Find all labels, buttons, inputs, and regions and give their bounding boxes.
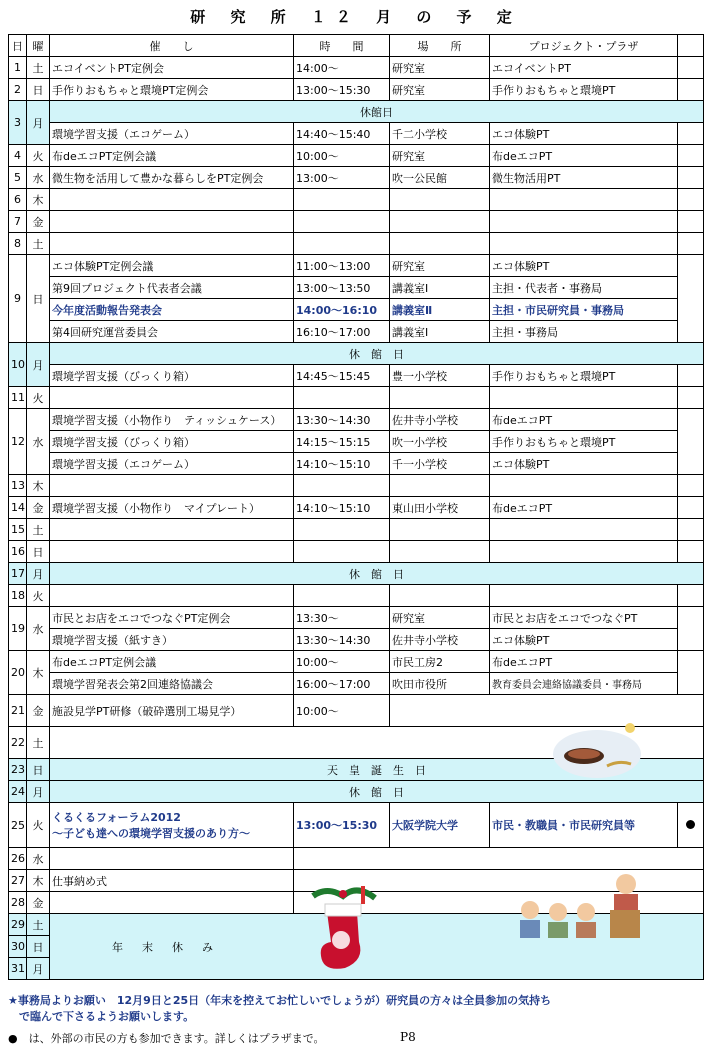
extra-cell [678,409,704,475]
project-cell: 市民・教職員・市民研究員等 [490,803,678,848]
table-row [9,79,704,101]
place-cell: 大阪学院大学 [390,803,490,848]
project-cell: 手作りおもちゃと環境PT [490,431,678,453]
extra-cell [678,607,704,651]
extra-cell [678,79,704,101]
event-cell [50,585,294,607]
day-cell: 25 [9,803,27,848]
day-cell: 11 [9,387,27,409]
time-cell: 14:00～ [294,57,390,79]
dow-cell: 火 [27,387,50,409]
day-cell: 10 [9,343,27,387]
holiday-cell: 休 館 日 [50,343,704,365]
event-cell: 環境学習支援（小物作り マイプレート） [50,497,294,519]
day-cell: 3 [9,101,27,145]
dow-cell: 火 [27,585,50,607]
table-row [9,409,704,431]
extra-cell [678,585,704,607]
event-cell: 環境学習支援（エコゲーム） [50,123,294,145]
schedule-table [8,34,704,980]
day-cell: 6 [9,189,27,211]
time-cell: 13:30～14:30 [294,409,390,431]
place-cell [390,189,490,211]
event-cell: 仕事納め式 [50,870,294,892]
event-cell: 微生物を活用して豊かな暮らしをPT定例会 [50,167,294,189]
public-open-marker [678,803,704,848]
time-cell: 13:00～15:30 [294,803,390,848]
table-row [9,497,704,519]
time-cell: 13:30～14:30 [294,629,390,651]
table-row [9,563,704,585]
time-cell: 14:40～15:40 [294,123,390,145]
art-cell [390,695,704,727]
table-row [9,365,704,387]
day-cell: 30 [9,936,27,958]
extra-cell [678,365,704,387]
event-cell [50,387,294,409]
project-cell [490,475,678,497]
time-cell: 13:30～ [294,607,390,629]
dow-cell: 水 [27,409,50,475]
event-cell: 環境学習支援（びっくり箱） [50,365,294,387]
day-cell: 29 [9,914,27,936]
extra-cell [678,233,704,255]
page-number: P8 [400,1030,416,1044]
place-cell: 市民工房2 [390,651,490,673]
table-row [9,343,704,365]
holiday-cell: 休 館 日 [50,563,704,585]
project-cell: 主担・代表者・事務局 [490,277,678,299]
table-row [9,453,704,475]
dow-cell: 月 [27,343,50,387]
table-row [9,803,704,848]
project-cell: エコ体験PT [490,629,678,651]
dow-cell: 土 [27,57,50,79]
place-cell: 千二小学校 [390,123,490,145]
table-row [9,387,704,409]
place-cell: 講義室Ⅰ [390,277,490,299]
time-cell: 13:00～15:30 [294,79,390,101]
place-cell: 吹一小学校 [390,431,490,453]
project-cell [490,387,678,409]
event-cell [50,519,294,541]
extra-cell [678,255,704,343]
place-cell [390,387,490,409]
meeting-people-illustration [510,870,646,940]
time-cell: 10:00～ [294,145,390,167]
table-row [9,541,704,563]
place-cell [390,233,490,255]
project-cell: エコ体験PT [490,123,678,145]
time-cell: 14:00～16:10 [294,299,390,321]
event-cell: 今年度活動報告発表会 [50,299,294,321]
dow-cell: 木 [27,651,50,695]
table-row [9,189,704,211]
event-cell [50,475,294,497]
dow-cell: 月 [27,958,50,980]
office-request-line1: ★事務局よりお願い 12月9日と25日（年末を控えてお忙しいでしょうが）研究員の方々は全員参加の気持ち [8,994,552,1007]
dow-cell: 日 [27,255,50,343]
dow-cell: 金 [27,892,50,914]
place-cell: 研究室 [390,607,490,629]
year-end-label: 年 末 休 み [112,940,217,954]
place-cell: 吹田市役所 [390,673,490,695]
time-cell: 10:00～ [294,651,390,673]
place-cell: 研究室 [390,255,490,277]
extra-cell [678,475,704,497]
table-row [9,101,704,123]
holiday-cell: 休館日 [50,101,704,123]
dow-cell: 水 [27,607,50,651]
place-cell: 豊一小学校 [390,365,490,387]
extra-cell [678,651,704,695]
time-cell: 14:15～15:15 [294,431,390,453]
project-cell: 布deエコPT [490,497,678,519]
place-cell: 研究室 [390,145,490,167]
project-cell: 微生物活用PT [490,167,678,189]
table-row [9,475,704,497]
day-cell: 31 [9,958,27,980]
place-cell: 研究室 [390,79,490,101]
header-event: 催 し [50,35,294,57]
event-cell: 施設見学PT研修（破砕選別工場見学） [50,695,294,727]
project-cell [490,519,678,541]
extra-cell [678,57,704,79]
time-cell [294,475,390,497]
table-row [9,57,704,79]
place-cell: 講義室Ⅰ [390,321,490,343]
time-cell: 13:00～13:50 [294,277,390,299]
project-cell: エコ体験PT [490,255,678,277]
project-cell: 手作りおもちゃと環境PT [490,365,678,387]
header-extra [678,35,704,57]
holiday-cell: 休 館 日 [50,781,704,803]
day-cell: 26 [9,848,27,870]
dow-cell: 木 [27,189,50,211]
event-cell: 布deエコPT定例会議 [50,651,294,673]
event-cell: 第4回研究運営委員会 [50,321,294,343]
project-cell [490,189,678,211]
day-cell: 2 [9,79,27,101]
table-row [9,607,704,629]
winter-soup-illustration [552,718,642,780]
dow-cell: 金 [27,497,50,519]
day-cell: 22 [9,727,27,759]
table-row [9,233,704,255]
project-cell: 布deエコPT [490,409,678,431]
place-cell: 吹一公民館 [390,167,490,189]
time-cell [294,387,390,409]
place-cell [390,211,490,233]
place-cell [390,519,490,541]
day-cell: 1 [9,57,27,79]
extra-cell [678,497,704,519]
dow-cell: 土 [27,233,50,255]
extra-cell [678,145,704,167]
project-cell [490,233,678,255]
time-cell [294,211,390,233]
table-row [9,123,704,145]
day-cell: 23 [9,759,27,781]
project-cell: 布deエコPT [490,651,678,673]
holiday-cell: 天 皇 誕 生 日 [50,759,704,781]
event-cell: 布deエコPT定例会議 [50,145,294,167]
event-cell: 第9回プロジェクト代表者会議 [50,277,294,299]
project-cell [490,541,678,563]
dow-cell: 土 [27,519,50,541]
dow-cell: 月 [27,781,50,803]
extra-cell [678,519,704,541]
table-row [9,519,704,541]
event-cell [50,848,294,870]
day-cell: 9 [9,255,27,343]
project-cell: 教育委員会連絡協議委員・事務局 [490,673,678,695]
day-cell: 4 [9,145,27,167]
place-cell: 千一小学校 [390,453,490,475]
extra-cell [678,167,704,189]
place-cell [390,475,490,497]
event-cell: 環境学習支援（小物作り ティッシュケース） [50,409,294,431]
header-place: 場 所 [390,35,490,57]
extra-cell [678,123,704,145]
dow-cell: 土 [27,727,50,759]
header-row [9,35,704,57]
dow-cell: 木 [27,870,50,892]
event-cell: エコイベントPT定例会 [50,57,294,79]
dow-cell: 日 [27,541,50,563]
time-cell: 13:00～ [294,167,390,189]
project-cell: 手作りおもちゃと環境PT [490,79,678,101]
time-cell [294,189,390,211]
dow-cell: 日 [27,759,50,781]
day-cell: 18 [9,585,27,607]
event-cell [50,233,294,255]
extra-cell [678,211,704,233]
dow-cell: 水 [27,167,50,189]
header-dow: 曜 [27,35,50,57]
time-cell [294,541,390,563]
header-day: 日 [9,35,27,57]
project-cell: エコ体験PT [490,453,678,475]
day-cell: 13 [9,475,27,497]
project-cell [490,211,678,233]
header-project: プロジェクト・プラザ [490,35,678,57]
dow-cell: 月 [27,563,50,585]
event-cell: 手作りおもちゃと環境PT定例会 [50,79,294,101]
christmas-stocking-illustration [305,882,381,974]
table-row [9,781,704,803]
event-cell: 環境学習支援（びっくり箱） [50,431,294,453]
dow-cell: 金 [27,211,50,233]
header-time: 時 間 [294,35,390,57]
table-row [9,299,704,321]
dow-cell: 日 [27,79,50,101]
time-cell: 11:00～13:00 [294,255,390,277]
table-row [9,167,704,189]
project-cell [490,585,678,607]
dow-cell: 金 [27,695,50,727]
dow-cell: 火 [27,803,50,848]
project-cell: 布deエコPT [490,145,678,167]
project-cell: 主担・市民研究員・事務局 [490,299,678,321]
event-cell: 環境学習支援（エコゲーム） [50,453,294,475]
table-row [9,145,704,167]
day-cell: 15 [9,519,27,541]
page-title: 研 究 所 １２ 月 の 予 定 [190,8,522,26]
table-row [9,629,704,651]
day-cell: 12 [9,409,27,475]
table-row [9,673,704,695]
dow-cell: 水 [27,848,50,870]
day-cell: 16 [9,541,27,563]
dow-cell: 月 [27,101,50,145]
day-cell: 27 [9,870,27,892]
public-open-note: ● は、外部の市民の方も参加できます。詳しくはプラザまで。 [8,1032,325,1045]
time-cell: 14:10～15:10 [294,453,390,475]
place-cell [390,585,490,607]
day-cell: 20 [9,651,27,695]
day-cell: 17 [9,563,27,585]
event-cell [50,803,294,848]
day-cell: 14 [9,497,27,519]
place-cell [390,541,490,563]
event-title: くるくるフォーラム2012 [52,811,181,824]
dow-cell: 日 [27,936,50,958]
place-cell: 講義室Ⅱ [390,299,490,321]
event-cell [50,541,294,563]
place-cell: 東山田小学校 [390,497,490,519]
day-cell: 7 [9,211,27,233]
time-cell [294,233,390,255]
table-row [9,848,704,870]
extra-cell [678,189,704,211]
event-cell [50,892,294,914]
day-cell: 5 [9,167,27,189]
dow-cell: 火 [27,145,50,167]
place-cell: 佐井寺小学校 [390,409,490,431]
dow-cell: 土 [27,914,50,936]
event-cell [50,211,294,233]
empty-cell [294,848,704,870]
place-cell: 佐井寺小学校 [390,629,490,651]
time-cell: 16:00～17:00 [294,673,390,695]
day-cell: 19 [9,607,27,651]
day-cell: 8 [9,233,27,255]
time-cell: 10:00～ [294,695,390,727]
extra-cell [678,541,704,563]
time-cell: 16:10～17:00 [294,321,390,343]
time-cell: 14:10～15:10 [294,497,390,519]
office-request-line2: で臨んで下さるようお願いします。 [8,1010,195,1023]
table-row [9,321,704,343]
place-cell: 研究室 [390,57,490,79]
event-cell: 環境学習発表会第2回連絡協議会 [50,673,294,695]
table-row [9,431,704,453]
project-cell: 市民とお店をエコでつなぐPT [490,607,678,629]
time-cell [294,519,390,541]
table-row [9,585,704,607]
event-cell: 環境学習支援（紙すき） [50,629,294,651]
extra-cell [678,387,704,409]
table-row [9,651,704,673]
day-cell: 28 [9,892,27,914]
dow-cell: 木 [27,475,50,497]
day-cell: 24 [9,781,27,803]
project-cell: エコイベントPT [490,57,678,79]
event-cell [50,189,294,211]
event-subtitle: ～子ども達への環境学習支援のあり方～ [52,827,250,840]
event-cell: 市民とお店をエコでつなぐPT定例会 [50,607,294,629]
project-cell: 主担・事務局 [490,321,678,343]
time-cell: 14:45～15:45 [294,365,390,387]
time-cell [294,585,390,607]
day-cell: 21 [9,695,27,727]
table-row [9,277,704,299]
table-row [9,255,704,277]
table-row [9,211,704,233]
dot-icon [686,820,695,829]
event-cell: エコ体験PT定例会議 [50,255,294,277]
